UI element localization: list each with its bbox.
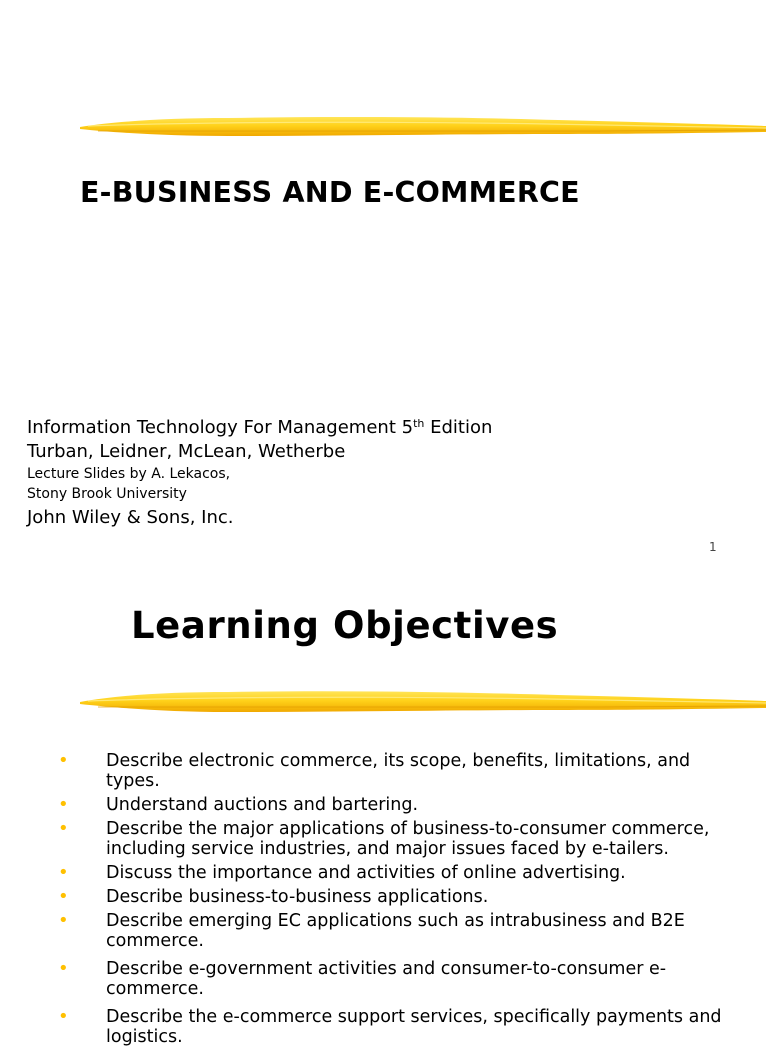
objective-text: Discuss the importance and activities of online advertising. xyxy=(106,863,626,883)
slide-title: Learning Objectives xyxy=(131,604,559,647)
objectives-list xyxy=(58,751,748,1051)
slide-title: E-BUSINESS AND E-COMMERCE xyxy=(80,176,580,209)
bullet-icon: • xyxy=(58,886,69,907)
bullet-icon: • xyxy=(58,862,69,883)
authors: Turban, Leidner, McLean, Wetherbe xyxy=(27,441,346,462)
list-item xyxy=(58,819,748,859)
book-title-text: Information Technology For Management 5 xyxy=(27,417,414,438)
university: Stony Brook University xyxy=(27,486,187,502)
bullet-icon: • xyxy=(58,958,69,979)
list-item xyxy=(58,795,748,815)
list-item xyxy=(58,751,748,791)
brush-stroke-divider xyxy=(78,112,768,140)
objective-text: Describe the e-commerce support services, specifically payments and logistics. xyxy=(106,1007,722,1047)
learning-objectives-slide xyxy=(0,572,768,1047)
edition-superscript: th xyxy=(413,417,425,430)
bullet-icon: • xyxy=(58,818,69,839)
list-item xyxy=(58,863,748,883)
objective-text: Describe emerging EC applications such as intrabusiness and B2E commerce. xyxy=(106,911,685,951)
brush-stroke-divider xyxy=(78,686,768,716)
credits-block xyxy=(27,416,492,530)
objective-text: Describe electronic commerce, its scope, benefits, limitations, and types. xyxy=(106,751,691,791)
list-item xyxy=(58,887,748,907)
bullet-icon: • xyxy=(58,910,69,931)
publisher: John Wiley & Sons, Inc. xyxy=(27,507,234,528)
objective-text: Describe e-government activities and consumer-to-consumer e-commerce. xyxy=(106,959,667,999)
list-item xyxy=(58,911,748,951)
bullet-icon: • xyxy=(58,1006,69,1027)
book-title xyxy=(27,416,492,440)
objective-text: Understand auctions and bartering. xyxy=(106,795,419,815)
book-title-edition: Edition xyxy=(424,417,493,438)
list-item xyxy=(58,1007,748,1047)
page-number: 1 xyxy=(709,540,717,554)
lecture-credit: Lecture Slides by A. Lekacos, xyxy=(27,466,231,482)
objective-text: Describe business-to-business applications. xyxy=(106,887,489,907)
bullet-icon: • xyxy=(58,750,69,771)
list-item xyxy=(58,959,748,999)
objective-text: Describe the major applications of business-to-consumer commerce, including service industries, and major issues faced by e-tailers. xyxy=(106,819,710,859)
bullet-icon: • xyxy=(58,794,69,815)
